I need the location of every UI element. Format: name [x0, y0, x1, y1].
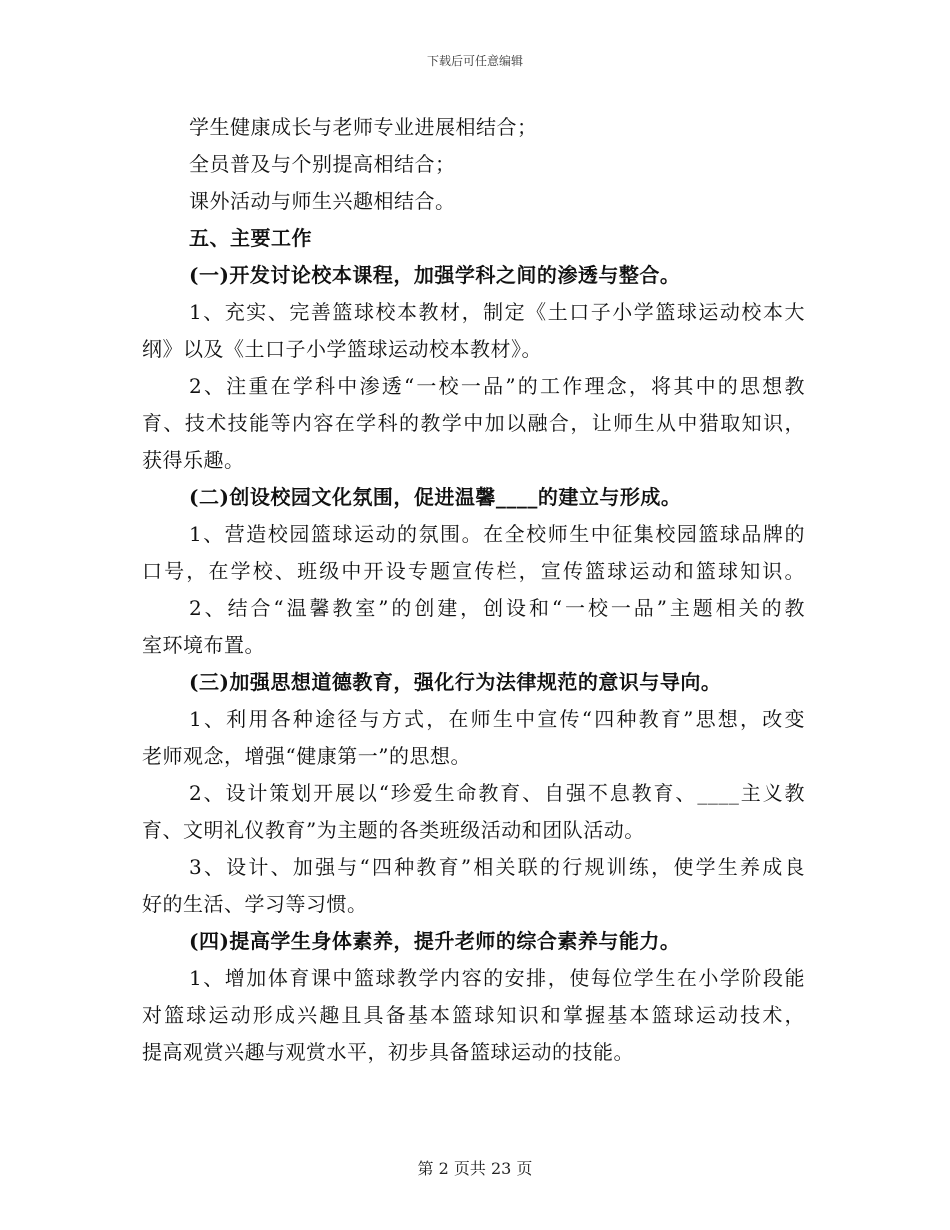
text-line: 育、技术技能等内容在学科的教学中加以融合，让师生从中猎取知识，: [142, 411, 805, 435]
subsection-heading: (二)创设校园文化氛围，促进温馨____的建立与形成。: [189, 485, 682, 509]
text-line: 纲》以及《土口子小学篮球运动校本教材》。: [142, 337, 542, 361]
text-line: 获得乐趣。: [142, 448, 245, 472]
text-line: 1、营造校园篮球运动的氛围。在全校师生中征集校园篮球品牌的: [189, 522, 805, 546]
text-line: 室环境布置。: [142, 633, 265, 657]
text-line: 3、设计、加强与“四种教育”相关联的行规训练，使学生养成良: [189, 855, 805, 879]
page-header: 下载后可任意编辑: [426, 54, 523, 68]
text-line: 好的生活、学习等习惯。: [142, 892, 368, 916]
section-heading: 五、主要工作: [189, 226, 312, 250]
text-line: 育、文明礼仪教育”为主题的各类班级活动和团队活动。: [142, 818, 645, 842]
page-footer: 第 2 页共 23 页: [417, 1159, 533, 1178]
text-line: 对篮球运动形成兴趣且具备基本篮球知识和掌握基本篮球运动技术，: [142, 1003, 805, 1027]
text-line: 2、设计策划开展以“珍爱生命教育、自强不息教育、____主义教: [189, 781, 805, 805]
text-line: 1、充实、完善篮球校本教材，制定《土口子小学篮球运动校本大: [189, 300, 805, 324]
subsection-heading: (一)开发讨论校本课程，加强学科之间的渗透与整合。: [189, 263, 681, 287]
text-line: 1、增加体育课中篮球教学内容的安排，使每位学生在小学阶段能: [189, 966, 805, 990]
text-line: 提高观赏兴趣与观赏水平，初步具备篮球运动的技能。: [142, 1040, 634, 1064]
text-line: 老师观念，增强“健康第一”的思想。: [142, 744, 471, 768]
text-line: 课外活动与师生兴趣相结合。: [189, 189, 456, 213]
text-line: 全员普及与个别提高相结合；: [189, 152, 456, 176]
text-line: 2、注重在学科中渗透“一校一品”的工作理念，将其中的思想教: [189, 374, 805, 398]
text-line: 1、利用各种途径与方式，在师生中宣传“四种教育”思想，改变: [189, 707, 805, 731]
text-line: 2、结合“温馨教室”的创建，创设和“一校一品”主题相关的教: [189, 596, 805, 620]
text-line: 口号，在学校、班级中开设专题宣传栏，宣传篮球运动和篮球知识。: [142, 559, 805, 583]
subsection-heading: (四)提高学生身体素养，提升老师的综合素养与能力。: [189, 929, 681, 953]
subsection-heading: (三)加强思想道德教育，强化行为法律规范的意识与导向。: [189, 670, 722, 694]
text-line: 学生健康成长与老师专业进展相结合；: [189, 115, 538, 139]
